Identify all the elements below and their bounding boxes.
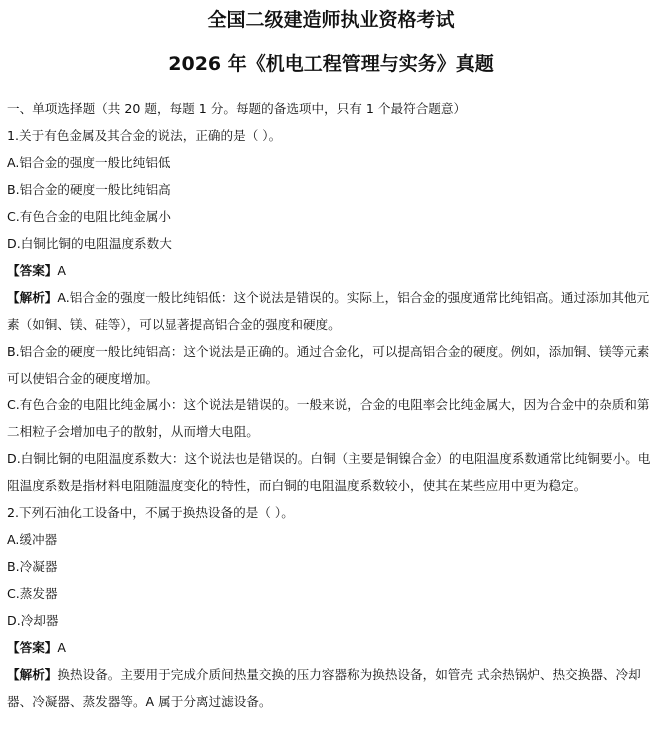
question-2-stem: 2.下列石油化工设备中，不属于换热设备的是（ ）。 (7, 505, 294, 521)
analysis-text: 换热设备。主要用于完成介质间热量交换的压力容器称为换热设备，如管壳 式余热锅炉、热交换器、冷却器、冷凝器、蒸发器等。A 属于分离过滤设备。 (7, 667, 641, 709)
question-1-analysis-d: D.白铜比铜的电阻温度系数大：这个说法也是错误的。白铜（主要是铜镍合金）的电阻温度系数通常比纯铜要小。电阻温度系数是指材料电阻随温度变化的特性，而白铜的电阻温度系数较小，使其在某些应用中更为稳定。 (7, 451, 651, 494)
question-2-option-a: A.缓冲器 (7, 532, 58, 548)
question-1-option-c: C.有色合金的电阻比纯金属小 (7, 208, 171, 224)
analysis-tag: 【解析】 (7, 289, 58, 305)
question-2-option-c: C.蒸发器 (7, 586, 58, 602)
analysis-text: A.铝合金的强度一般比纯铝低：这个说法是错误的。实际上，铝合金的强度通常比纯铝高。通过添加其他元素（如铜、镁、硅等），可以显著提高铝合金的强度和硬度。 (7, 289, 650, 332)
question-2-analysis (7, 662, 656, 716)
answer-tag: 【答案】 (7, 640, 58, 656)
question-2-answer (7, 635, 656, 662)
question-1-analysis-b: B.铝合金的硬度一般比纯铝高：这个说法是正确的。通过合金化，可以提高铝合金的硬度。例如，添加铜、镁等元素可以使铝合金的硬度增加。 (7, 343, 650, 386)
document-title-line-1: 全国二级建造师执业资格考试 (207, 9, 455, 31)
document-title-line-2: 2026 年《机电工程管理与实务》真题 (168, 53, 494, 75)
answer-tag: 【答案】 (7, 262, 58, 278)
question-1-answer (7, 258, 656, 285)
question-1-option-a: A.铝合金的强度一般比纯铝低 (7, 154, 171, 170)
question-1-option-d: D.白铜比铜的电阻温度系数大 (7, 235, 172, 251)
answer-value: A (57, 640, 66, 656)
question-2-option-d: D.冷却器 (7, 613, 59, 629)
question-1-analysis-c: C.有色合金的电阻比纯金属小：这个说法是错误的。一般来说，合金的电阻率会比纯金属大，因为合金中的杂质和第二相粒子会增加电子的散射，从而增大电阻。 (7, 397, 650, 440)
question-2-option-b: B.冷凝器 (7, 559, 58, 575)
question-1-option-b: B.铝合金的硬度一般比纯铝高 (7, 181, 171, 197)
analysis-tag: 【解析】 (7, 667, 58, 683)
document-body (7, 96, 656, 716)
answer-value: A (57, 262, 66, 278)
question-1-analysis-a (7, 285, 656, 339)
section-heading: 一、单项选择题（共 20 题，每题 1 分。每题的备选项中，只有 1 个最符合题意） (7, 101, 467, 116)
question-1-stem: 1.关于有色金属及其合金的说法，正确的是（ ）。 (7, 127, 282, 143)
